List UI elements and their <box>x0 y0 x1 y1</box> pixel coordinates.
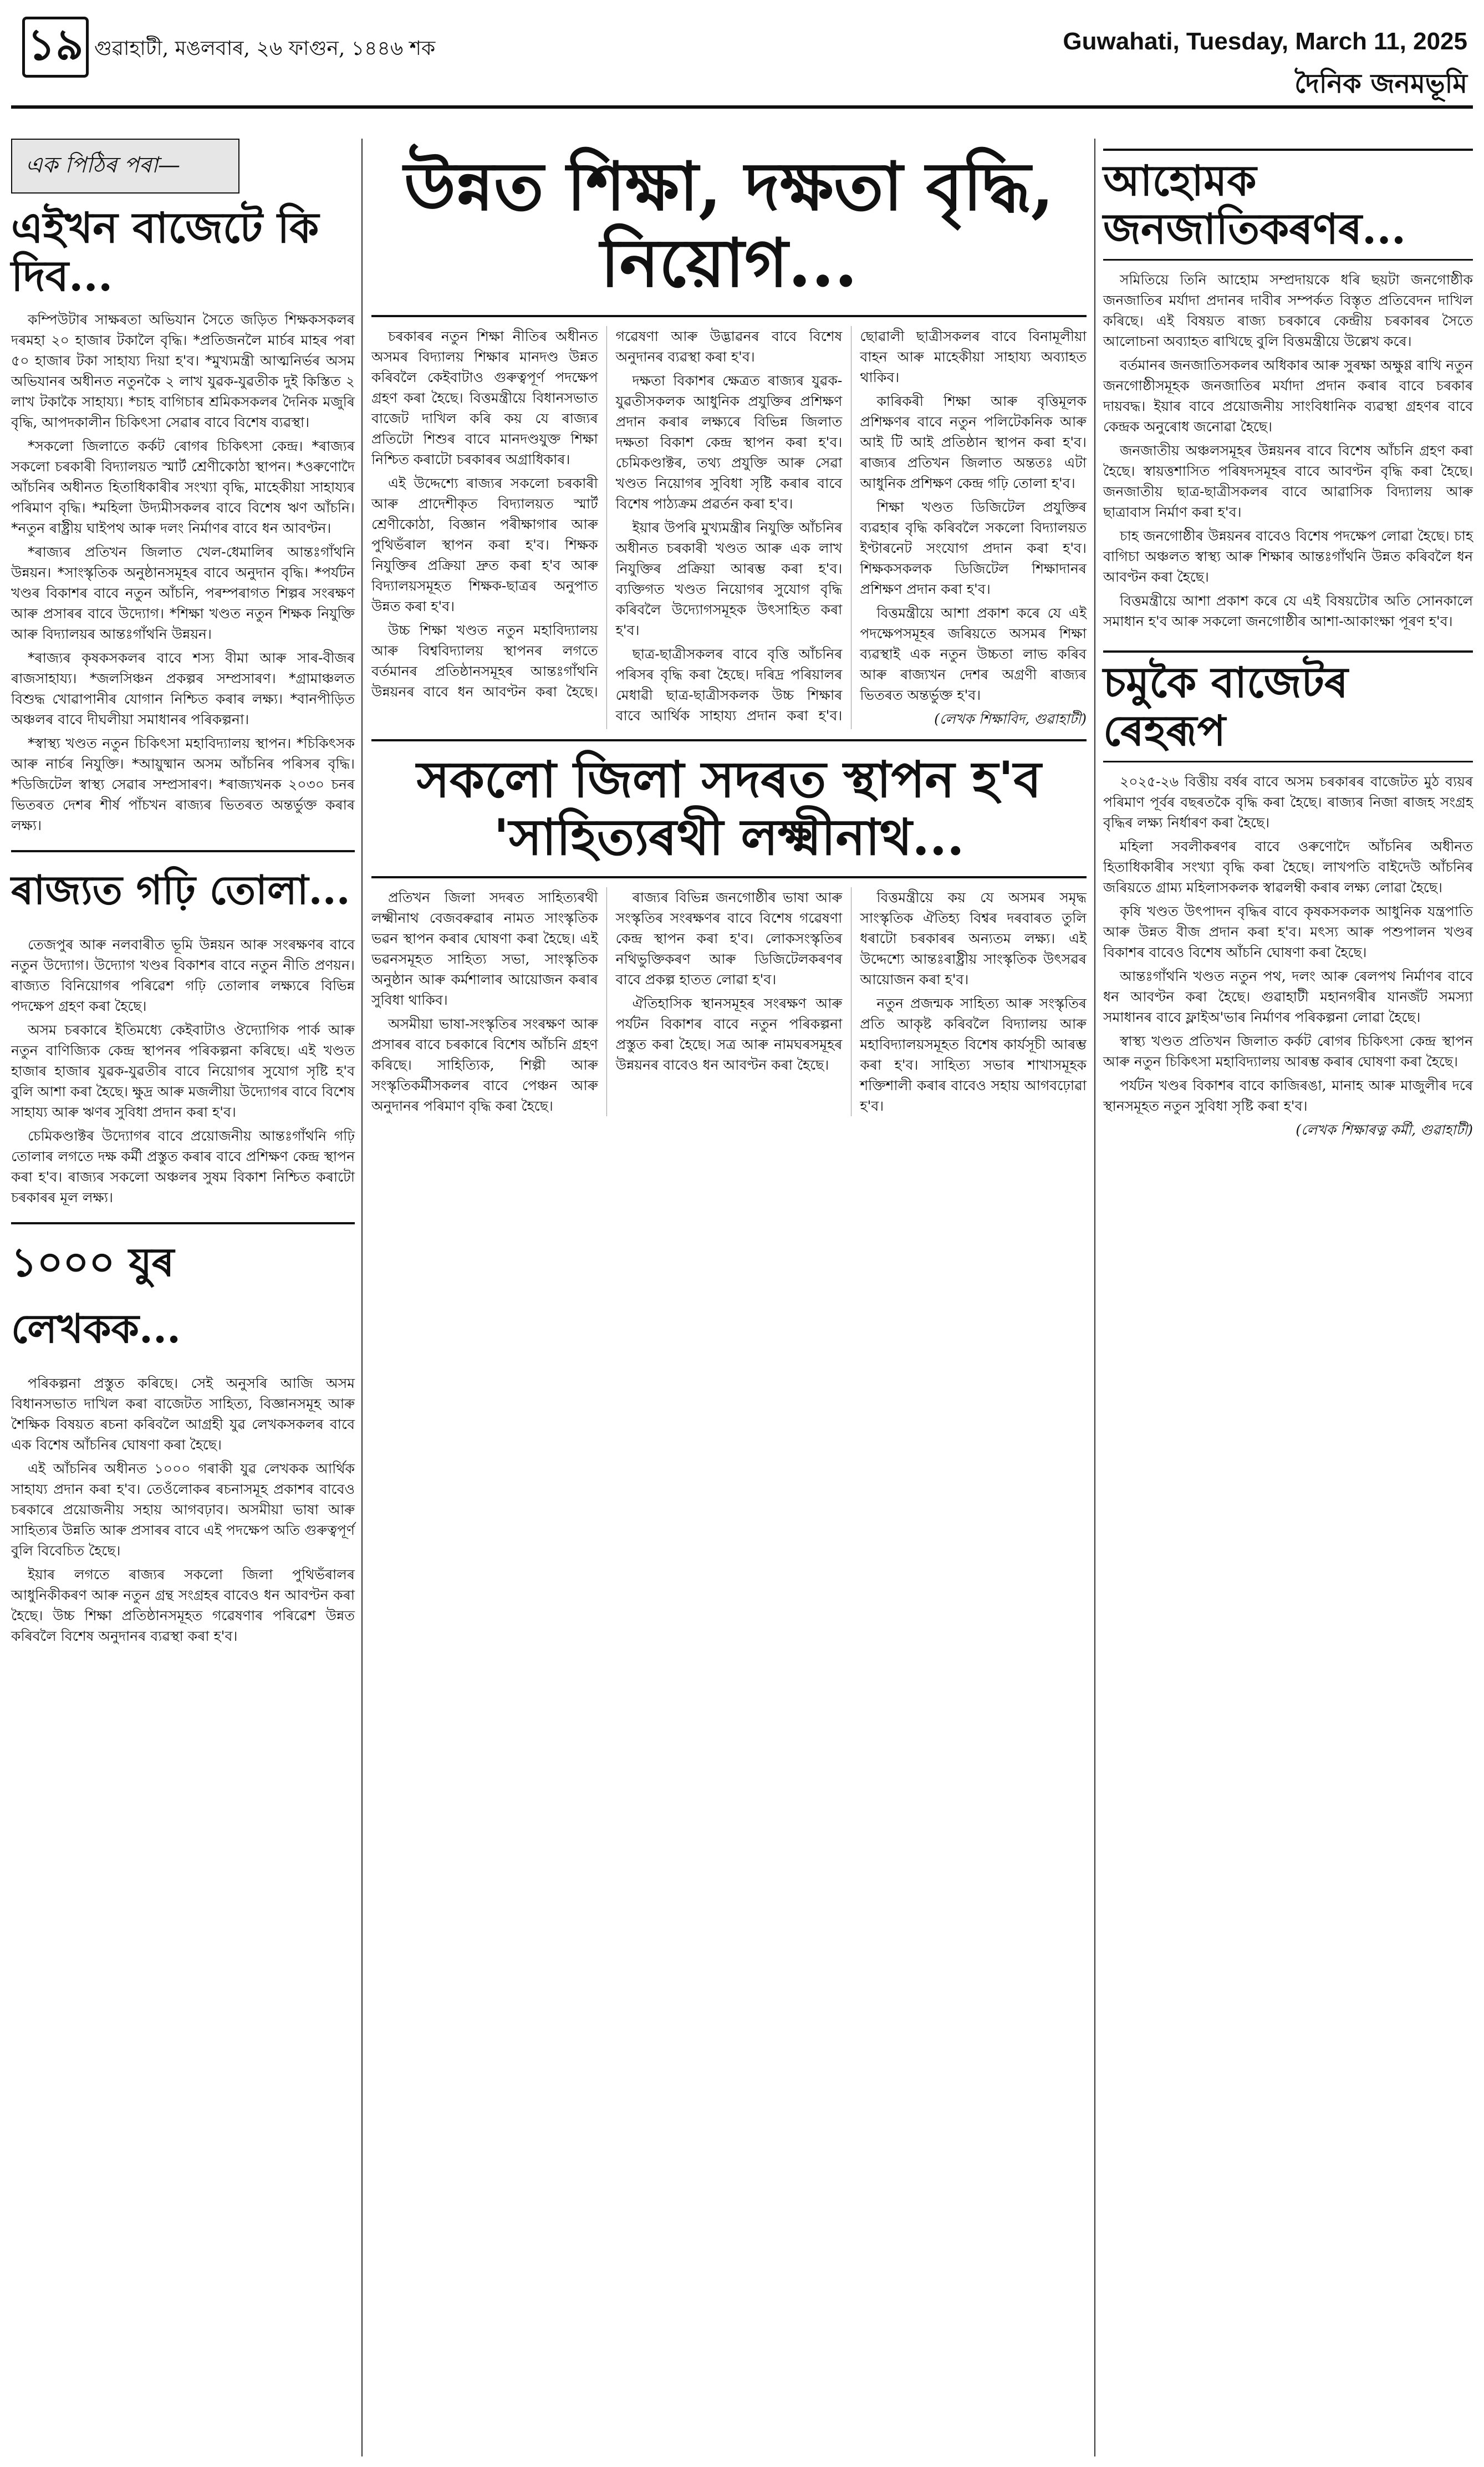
paragraph: প্ৰতিখন জিলা সদৰত সাহিত্যৰথী লক্ষ্মীনাথ বেজবৰুৱাৰ নামত সাংস্কৃতিক ভৱন স্থাপন কৰাৰ ঘোষণা কৰা হৈছে। এই ভৱনসমূহত সাহিত্য সভা, সাংস্কৃতিক অনুষ্ঠান আৰু কৰ্মশালাৰ আয়োজন কৰাৰ সুবিধা থাকিব। <box>371 889 598 1008</box>
paragraph: এই উদ্দেশ্যে ৰাজ্যৰ সকলো চৰকাৰী আৰু প্ৰাদেশীকৃত বিদ্যালয়ত স্মাৰ্ট শ্ৰেণীকোঠা, বিজ্ঞান পৰীক্ষাগাৰ আৰু পুথিভঁৰাল স্থাপন কৰা হ'ব। শিক্ষক নিযুক্তিৰ প্ৰক্ৰিয়া দ্ৰুত কৰা হ'ব আৰু বিদ্যালয়সমূহত শিক্ষক-ছাত্ৰৰ অনুপাত উন্নত কৰা হ'ব। <box>371 475 598 614</box>
paragraph: সমিতিয়ে তিনি আহোম সম্প্ৰদায়কে ধৰি ছয়টা জনগোষ্ঠীক জনজাতিৰ মৰ্যাদা প্ৰদানৰ দাবীৰ সম্পৰ্কত বিস্তৃত প্ৰতিবেদন দাখিল কৰিছে। এই বিষয়ত ৰাজ্য চৰকাৰে কেন্দ্ৰীয় চৰকাৰৰ সৈতে আলোচনা অব্যাহত ৰাখিছে বুলি বিত্তমন্ত্ৰীয়ে উল্লেখ কৰে। <box>1103 271 1473 349</box>
paragraph: *ৰাজ্যৰ কৃষকসকলৰ বাবে শস্য বীমা আৰু সাৰ-বীজৰ ৰাজসাহায্য। *জলসিঞ্চন প্ৰকল্পৰ সম্প্ৰসাৰণ। *গ্ৰামাঞ্চলত বিশুদ্ধ খোৱাপানীৰ যোগান নিশ্চিত কৰাৰ লক্ষ্য। *বানপীড়িত অঞ্চলৰ বাবে দীঘলীয়া সমাধানৰ পৰিকল্পনা। <box>11 649 355 728</box>
paragraph: পৰ্যটন খণ্ডৰ বিকাশৰ বাবে কাজিৰঙা, মানাহ আৰু মাজুলীৰ দৰে স্থানসমূহত নতুন সুবিধা সৃষ্টি কৰা হ'ব। <box>1103 1077 1473 1114</box>
article-headline: ৰাজ্যত গঢ়ি তোলা... <box>11 850 355 927</box>
paragraph: চেমিকণ্ডাক্টৰ উদ্যোগৰ বাবে প্ৰয়োজনীয় আন্তঃগাঁথনি গঢ়ি তোলাৰ লগতে দক্ষ কৰ্মী প্ৰস্তুত কৰাৰ বাবে প্ৰশিক্ষণ কেন্দ্ৰ স্থাপন কৰা হ'ব। ৰাজ্যৰ সকলো অঞ্চলৰ সুষম বিকাশ নিশ্চিত কৰাটো চৰকাৰৰ মূল লক্ষ্য। <box>11 1127 355 1205</box>
article-headline: ১০০০ যুৰ লেখকক... <box>11 1222 355 1365</box>
paragraph: শিক্ষা খণ্ডত ডিজিটেল প্ৰযুক্তিৰ ব্যৱহাৰ বৃদ্ধি কৰিবলৈ সকলো বিদ্যালয়ত ইণ্টাৰনেট সংযোগ প্ৰদান কৰা হ'ব। শিক্ষকসকলক ডিজিটেল শিক্ষাদানৰ প্ৰশিক্ষণ প্ৰদান কৰা হ'ব। <box>860 499 1087 597</box>
page-number: ১৯ <box>22 17 89 78</box>
paragraph: *ৰাজ্যৰ প্ৰতিখন জিলাত খেল-ধেমালিৰ আন্তঃগাঁথনি উন্নয়ন। *সাংস্কৃতিক অনুষ্ঠানসমূহৰ বাবে অনুদান বৃদ্ধি। *পৰ্যটন খণ্ডৰ বিকাশৰ বাবে নতুন আঁচনি, পৰম্পৰাগত শিল্পৰ সংৰক্ষণ আৰু প্ৰসাৰৰ বাবে উদ্যোগ। *শিক্ষা খণ্ডত নতুন শিক্ষক নিযুক্তি আৰু বিদ্যালয়ৰ আন্তঃগাঁথনি উন্নয়ন। <box>11 543 355 642</box>
paragraph: নতুন প্ৰজন্মক সাহিত্য আৰু সংস্কৃতিৰ প্ৰতি আকৃষ্ট কৰিবলৈ বিদ্যালয় আৰু মহাবিদ্যালয়সমূহত বিশেষ কাৰ্যসূচী আৰম্ভ কৰা হ'ব। সাহিত্য সভাৰ শাখাসমূহক শক্তিশালী কৰাৰ বাবেও সহায় আগবঢ়োৱা হ'ব। <box>860 995 1087 1114</box>
article-headline: চমুকৈ বাজেটৰ ৰেহৰূপ <box>1103 650 1473 762</box>
paragraph: ২০২৫-২৬ বিত্তীয় বৰ্ষৰ বাবে অসম চৰকাৰৰ বাজেটত মুঠ ব্যয়ৰ পৰিমাণ পূৰ্বৰ বছৰতকৈ বৃদ্ধি কৰা হৈছে। ৰাজ্যৰ নিজা ৰাজহ সংগ্ৰহ বৃদ্ধিৰ লক্ষ্য নিৰ্ধাৰণ কৰা হৈছে। <box>1103 773 1473 831</box>
article-body <box>371 326 1087 729</box>
paragraph: বিত্তমন্ত্ৰীয়ে আশা প্ৰকাশ কৰে যে এই বিষয়টোৰ অতি সোনকালে সমাধান হ'ব আৰু সকলো জনগোষ্ঠীৰ আশা-আকাংক্ষা পূৰণ হ'ব। <box>1103 592 1473 629</box>
paragraph: কৃষি খণ্ডত উৎপাদন বৃদ্ধিৰ বাবে কৃষকসকলক আধুনিক যন্ত্ৰপাতি আৰু উন্নত বীজ প্ৰদান কৰা হ'ব। মৎস্য আৰু পশুপালন খণ্ডৰ বিকাশৰ বাবেও বিশেষ আঁচনি ঘোষণা কৰা হৈছে। <box>1103 903 1473 960</box>
article-body <box>11 309 355 836</box>
article-body <box>11 1373 355 1646</box>
paragraph: বিত্তমন্ত্ৰীয়ে কয় যে অসমৰ সমৃদ্ধ সাংস্কৃতিক ঐতিহ্য বিশ্বৰ দৰবাৰত তুলি ধৰাটো চৰকাৰৰ অন্যতম লক্ষ্য। এই উদ্দেশ্যে আন্তঃৰাষ্ট্ৰীয় সাংস্কৃতিক উৎসৱৰ আয়োজন কৰা হ'ব। <box>860 889 1087 988</box>
paragraph: আন্তঃগাঁথনি খণ্ডত নতুন পথ, দলং আৰু ৰেলপথ নিৰ্মাণৰ বাবে ধন আবণ্টন কৰা হৈছে। গুৱাহাটী মহানগৰীৰ যানজঁট সমস্যা সমাধানৰ বাবে ফ্লাইঅ'ভাৰ নিৰ্মাণৰ পৰিকল্পনা লোৱা হৈছে। <box>1103 968 1473 1025</box>
article-headline: আহোমক জনজাতিকৰণৰ... <box>1103 149 1473 261</box>
paragraph: অসমীয়া ভাষা-সংস্কৃতিৰ সংৰক্ষণ আৰু প্ৰসাৰৰ বাবে চৰকাৰে বিশেষ আঁচনি গ্ৰহণ কৰিছে। সাহিত্যিক, শিল্পী আৰু সংস্কৃতিকৰ্মীসকলৰ বাবে পেঞ্চন আৰু অনুদানৰ পৰিমাণ বৃদ্ধি কৰা হৈছে। <box>371 1016 598 1114</box>
page-header <box>11 11 1473 128</box>
right-column <box>1103 139 1473 1140</box>
center-column <box>371 139 1087 1116</box>
article-body <box>371 887 1087 1116</box>
byline: (লেখক শিক্ষাৰত্ন কৰ্মী, গুৱাহাটী) <box>1296 1121 1473 1138</box>
paragraph: ইয়াৰ উপৰি মুখ্যমন্ত্ৰীৰ নিযুক্তি আঁচনিৰ অধীনত চৰকাৰী খণ্ডত আৰু এক লাখ নিযুক্তিৰ প্ৰক্ৰিয়া আৰম্ভ কৰা হ'ব। ব্যক্তিগত খণ্ডত নিয়োগৰ সুযোগ বৃদ্ধি কৰিবলৈ উদ্যোগসমূহক উৎসাহিত কৰা হ'ব। <box>615 520 843 638</box>
paragraph: অসম চৰকাৰে ইতিমধ্যে কেইবাটাও ঔদ্যোগিক পাৰ্ক আৰু নতুন বাণিজ্যিক কেন্দ্ৰ স্থাপনৰ পৰিকল্পনা কৰিছে। এই খণ্ডত হাজাৰ হাজাৰ যুৱক-যুৱতীৰ বাবে নিয়োগৰ সুযোগ সৃষ্টি হ'ব বুলি আশা কৰা হৈছে। ক্ষুদ্ৰ আৰু মজলীয়া উদ্যোগৰ বাবে বিশেষ সাহায্য আৰু ঋণৰ সুবিধা প্ৰদান কৰা হ'ব। <box>11 1021 355 1120</box>
paragraph: এই আঁচনিৰ অধীনত ১০০০ গৰাকী যুৱ লেখকক আৰ্থিক সাহায্য প্ৰদান কৰা হ'ব। তেওঁলোকৰ ৰচনাসমূহ প্ৰকাশৰ বাবেও চৰকাৰে প্ৰয়োজনীয় সহায় আগবঢ়াব। অসমীয়া ভাষা আৰু সাহিত্যৰ উন্নতি আৰু প্ৰসাৰৰ বাবে এই পদক্ষেপ অতি গুৰুত্বপূৰ্ণ বুলি বিবেচিত হৈছে। <box>11 1460 355 1559</box>
column-divider <box>1094 139 1095 2456</box>
paragraph: বিত্তমন্ত্ৰীয়ে আশা প্ৰকাশ কৰে যে এই পদক্ষেপসমূহৰ জৰিয়তে অসমৰ শিক্ষা ব্যৱস্থাই এক নতুন উচ্চতা লাভ কৰিব আৰু ৰাজ্যখন দেশৰ অগ্ৰণী ৰাজ্যৰ ভিতৰত অন্তৰ্ভুক্ত হ'ব। <box>860 605 1087 703</box>
masthead: দৈনিক জনমভূমি <box>1294 68 1467 99</box>
paragraph: চৰকাৰৰ নতুন শিক্ষা নীতিৰ অধীনত অসমৰ বিদ্যালয় শিক্ষাৰ মানদণ্ড উন্নত কৰিবলৈ কেইবাটাও গুৰুত্বপূৰ্ণ পদক্ষেপ গ্ৰহণ কৰা হৈছে। বিত্তমন্ত্ৰীয়ে বিধানসভাত বাজেট দাখিল কৰি কয় যে ৰাজ্যৰ প্ৰতিটো শিশুৰ বাবে মানদণ্ডযুক্ত শিক্ষা নিশ্চিত কৰাটো চৰকাৰৰ অগ্ৰাধিকাৰ। <box>371 328 598 467</box>
article-body <box>1103 269 1473 632</box>
article-headline: এইখন বাজেটে কি দিব... <box>11 203 319 301</box>
paragraph: কাৰিকৰী শিক্ষা আৰু বৃত্তিমূলক প্ৰশিক্ষণৰ বাবে নতুন পলিটেকনিক আৰু আই টি আই প্ৰতিষ্ঠান স্থাপন কৰা হ'ব। ৰাজ্যৰ প্ৰতিখন জিলাত অন্ততঃ এটা আধুনিক প্ৰশিক্ষণ কেন্দ্ৰ গঢ়ি তোলা হ'ব। <box>860 393 1087 491</box>
paragraph: ছাত্ৰ-ছাত্ৰীসকলৰ বাবে বৃত্তি আঁচনিৰ পৰিসৰ বৃদ্ধি কৰা হৈছে। দৰিদ্ৰ পৰিয়ালৰ মেধাৱী ছাত্ৰ-ছাত্ৰীসকলক উচ্চ শিক্ষাৰ বাবে আৰ্থিক সাহায্য প্ৰদান কৰা হ'ব। ছোৱালী ছাত্ৰীসকলৰ বাবে বিনামূলীয়া বাহন আৰু মাহেকীয়া সাহায্য অব্যাহত থাকিব। <box>615 328 1087 724</box>
paragraph: মহিলা সবলীকৰণৰ বাবে ওৰুণোদৈ আঁচনিৰ অধীনত হিতাধিকাৰীৰ সংখ্যা বৃদ্ধি কৰা হৈছে। লাখপতি বাইদেউ আঁচনিৰ জৰিয়তে গ্ৰাম্য মহিলাসকলক স্বাৱলম্বী কৰাৰ লক্ষ্য লোৱা হৈছে। <box>1103 838 1473 896</box>
paragraph: ঐতিহাসিক স্থানসমূহৰ সংৰক্ষণ আৰু পৰ্যটন বিকাশৰ বাবে নতুন পৰিকল্পনা প্ৰস্তুত কৰা হৈছে। সত্ৰ আৰু নামঘৰসমূহৰ উন্নয়নৰ বাবেও ধন আবণ্টন কৰা হৈছে। <box>615 995 843 1073</box>
paragraph: *স্বাস্থ্য খণ্ডত নতুন চিকিৎসা মহাবিদ্যালয় স্থাপন। *চিকিৎসক আৰু নাৰ্চৰ নিযুক্তি। *আয়ুষ্মান অসম আঁচনিৰ পৰিসৰ বৃদ্ধি। *ডিজিটেল স্বাস্থ্য সেৱাৰ সম্প্ৰসাৰণ। *ৰাজ্যখনক ২০৩০ চনৰ ভিতৰত দেশৰ শীৰ্ষ পাঁচখন ৰাজ্যৰ ভিতৰত অন্তৰ্ভুক্ত কৰাৰ লক্ষ্য। <box>11 735 355 833</box>
article-body <box>11 934 355 1208</box>
byline: (লেখক শিক্ষাবিদ, গুৱাহাটী) <box>934 711 1087 727</box>
dateline-english: Guwahati, Tuesday, March 11, 2025 <box>1063 28 1467 55</box>
article-headline: সকলো জিলা সদৰত স্থাপন হ'ব 'সাহিত্যৰথী লক্ষ্মীনাথ... <box>371 739 1087 878</box>
paragraph: উচ্চ শিক্ষা খণ্ডত নতুন মহাবিদ্যালয় আৰু বিশ্ববিদ্যালয় স্থাপনৰ লগতে বৰ্তমানৰ প্ৰতিষ্ঠানসমূহৰ আন্তঃগাঁথনি উন্নয়নৰ বাবে ধন আবণ্টন কৰা হৈছে। গৱেষণা আৰু উদ্ভাৱনৰ বাবে বিশেষ অনুদানৰ ব্যৱস্থা কৰা হ'ব। <box>371 328 843 700</box>
paragraph: ইয়াৰ লগতে ৰাজ্যৰ সকলো জিলা পুথিভঁৰালৰ আধুনিকীকৰণ আৰু নতুন গ্ৰন্থ সংগ্ৰহৰ বাবেও ধন আবণ্টন কৰা হৈছে। উচ্চ শিক্ষা প্ৰতিষ্ঠানসমূহত গৱেষণাৰ পৰিৱেশ উন্নত কৰিবলৈ বিশেষ অনুদানৰ ব্যৱস্থা কৰা হ'ব। <box>11 1566 355 1644</box>
paragraph: তেজপুৰ আৰু নলবাৰীত ভূমি উন্নয়ন আৰু সংৰক্ষণৰ বাবে নতুন উদ্যোগ। উদ্যোগ খণ্ডৰ বিকাশৰ বাবে নতুন নীতি প্ৰণয়ন। ৰাজ্যত বিনিয়োগৰ পৰিৱেশ গঢ়ি তোলাৰ লক্ষ্যৰে বিভিন্ন পদক্ষেপ গ্ৰহণ কৰা হৈছে। <box>11 936 355 1014</box>
column-divider <box>361 139 363 2456</box>
paragraph: *সকলো জিলাতে কৰ্কট ৰোগৰ চিকিৎসা কেন্দ্ৰ। *ৰাজ্যৰ সকলো চৰকাৰী বিদ্যালয়ত স্মাৰ্ট শ্ৰেণীকোঠা স্থাপন। *ওৰুণোদৈ আঁচনিৰ অধীনত হিতাধিকাৰীৰ সংখ্যা বৃদ্ধি, মাহেকীয়া সাহায্যৰ পৰিমাণ বৃদ্ধি। *মহিলা উদ্যমীসকলৰ বাবে বিশেষ ঋণ আঁচনি। *নতুন ৰাষ্ট্ৰীয় ঘাইপথ আৰু দলং নিৰ্মাণৰ বাবে ধন আবণ্টন। <box>11 438 355 536</box>
dateline-assamese: গুৱাহাটী, মঙলবাৰ, ২৬ ফাগুন, ১৪৪৬ শক <box>94 37 436 60</box>
left-column <box>11 139 355 1650</box>
article-body <box>1103 771 1473 1140</box>
kicker: এক পিঠিৰ পৰা— <box>11 139 239 194</box>
paragraph: স্বাস্থ্য খণ্ডত প্ৰতিখন জিলাত কৰ্কট ৰোগৰ চিকিৎসা কেন্দ্ৰ স্থাপন আৰু নতুন চিকিৎসা মহাবিদ্যালয় আৰম্ভ কৰাৰ ঘোষণা কৰা হৈছে। <box>1103 1032 1473 1070</box>
lead-headline: উন্নত শিক্ষা, দক্ষতা বৃদ্ধি, নিয়োগ... <box>371 149 1087 317</box>
paragraph: জনজাতীয় অঞ্চলসমূহৰ উন্নয়নৰ বাবে বিশেষ আঁচনি গ্ৰহণ কৰা হৈছে। স্বায়ত্তশাসিত পৰিষদসমূহৰ বাবে আবণ্টন বৃদ্ধি কৰা হৈছে। জনজাতীয় ছাত্ৰ-ছাত্ৰীসকলৰ বাবে আৱাসিক বিদ্যালয় আৰু ছাত্ৰাবাস নিৰ্মাণ কৰা হ'ব। <box>1103 442 1473 520</box>
header-rule <box>11 105 1473 109</box>
paragraph: বৰ্তমানৰ জনজাতিসকলৰ অধিকাৰ আৰু সুৰক্ষা অক্ষুণ্ণ ৰাখি নতুন জনগোষ্ঠীসমূহক জনজাতিৰ মৰ্যাদা প্ৰদান কৰাৰ বাবে চৰকাৰ দায়বদ্ধ। ইয়াৰ বাবে প্ৰয়োজনীয় সাংবিধানিক ব্যৱস্থা গ্ৰহণৰ বাবে কেন্দ্ৰক অনুৰোধ জনোৱা হৈছে। <box>1103 357 1473 435</box>
paragraph: দক্ষতা বিকাশৰ ক্ষেত্ৰত ৰাজ্যৰ যুৱক-যুৱতীসকলক আধুনিক প্ৰযুক্তিৰ প্ৰশিক্ষণ প্ৰদান কৰাৰ লক্ষ্যৰে বিভিন্ন জিলাত দক্ষতা বিকাশ কেন্দ্ৰ স্থাপন কৰা হ'ব। চেমিকণ্ডাক্টৰ, তথ্য প্ৰযুক্তি আৰু সেৱা খণ্ডত নিয়োগৰ সুবিধা সৃষ্টি কৰাৰ বাবে বিশেষ পাঠ্যক্ৰম প্ৰৱৰ্তন কৰা হ'ব। <box>615 373 843 512</box>
paragraph: ৰাজ্যৰ বিভিন্ন জনগোষ্ঠীৰ ভাষা আৰু সংস্কৃতিৰ সংৰক্ষণৰ বাবে বিশেষ গৱেষণা কেন্দ্ৰ স্থাপন কৰা হ'ব। লোকসংস্কৃতিৰ নথিভুক্তিকৰণ আৰু ডিজিটেলকৰণৰ বাবে প্ৰকল্প হাতত লোৱা হ'ব। <box>615 889 843 988</box>
paragraph: চাহ জনগোষ্ঠীৰ উন্নয়নৰ বাবেও বিশেষ পদক্ষেপ লোৱা হৈছে। চাহ বাগিচা অঞ্চলত স্বাস্থ্য আৰু শিক্ষাৰ আন্তঃগাঁথনি উন্নত কৰিবলৈ ধন আবণ্টন কৰা হৈছে। <box>1103 527 1473 585</box>
paragraph: কম্পিউটাৰ সাক্ষৰতা অভিযান সৈতে জড়িত শিক্ষকসকলৰ দৰমহা ২০ হাজাৰ টকালৈ বৃদ্ধি। *প্ৰতিজনলৈ মাৰ্চৰ মাহৰ পৰা ৫০ হাজাৰ টকা সাহায্য দিয়া হ'ব। *মুখ্যমন্ত্ৰী আত্মনিৰ্ভৰ অসম অভিযানৰ অধীনত নতুনকৈ ২ লাখ যুৱক-যুৱতীক দুই কিস্তিত ২ লাখ টকাকৈ সাহায্য। *চাহ বাগিচাৰ শ্ৰমিকসকলৰ দৈনিক মজুৰি বৃদ্ধি, আপদকালীন চিকিৎসা সেৱাৰ বাবে বিশেষ ব্যৱস্থা। <box>11 311 355 430</box>
paragraph: পৰিকল্পনা প্ৰস্তুত কৰিছে। সেই অনুসৰি আজি অসম বিধানসভাত দাখিল কৰা বাজেটত সাহিত্য, বিজ্ঞানসমূহ আৰু শৈক্ষিক বিষয়ত ৰচনা কৰিবলৈ আগ্ৰহী যুৱ লেখকসকলৰ বাবে এক বিশেষ আঁচনিৰ ঘোষণা কৰা হৈছে। <box>11 1375 355 1453</box>
